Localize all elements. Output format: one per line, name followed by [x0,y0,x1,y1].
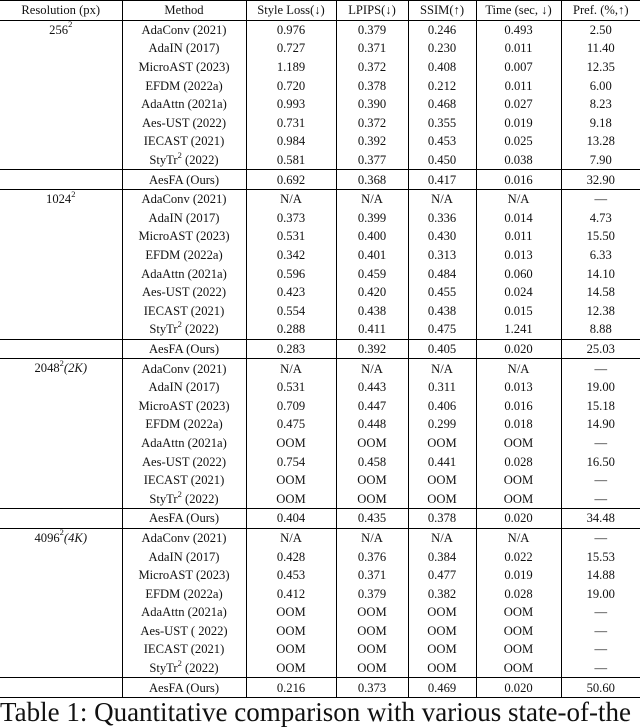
header-lpips: LPIPS(↓) [336,1,408,21]
method-name: Aes-UST (2022) [141,115,227,130]
method-cell [122,547,246,566]
method-cell [122,58,246,77]
method-name: EFDM (2022a) [145,586,223,601]
style-loss-cell: 1.189 [246,58,336,77]
method-cell [122,39,246,58]
pref-cell: — [594,623,608,638]
ssim-cell: OOM [408,471,476,490]
lpips-cell: 0.399 [336,209,408,228]
ssim-cell: OOM [408,622,476,641]
time-cell: 0.027 [476,95,561,114]
method-name: StyTr [149,322,178,337]
style-loss-cell: 0.720 [246,76,336,95]
resolution-cell [0,20,122,170]
pref-cell: 15.18 [586,398,615,413]
ours-row [0,678,640,698]
method-name: AdaIN (2017) [148,549,220,564]
method-name: Aes-UST (2022) [141,285,227,300]
lpips-cell: 0.372 [336,114,408,133]
time-cell: 0.016 [476,396,561,415]
ours-row [0,509,640,529]
style-loss-cell: 0.976 [246,20,336,39]
pref-cell: 4.73 [589,210,612,225]
method-cell [122,378,246,397]
header-method: Method [122,1,246,21]
resolution-cell [0,189,122,339]
pref-cell: — [594,192,608,207]
time-cell: 0.016 [476,170,561,190]
pref-cell: 12.38 [586,303,615,318]
header-resolution: Resolution (px) [0,1,122,21]
pref-cell: — [594,361,608,376]
method-name: StyTr [149,491,178,506]
ssim-cell: 0.311 [408,378,476,397]
method-cell [122,246,246,265]
time-cell: OOM [476,659,561,678]
lpips-cell: 0.376 [336,547,408,566]
style-loss-cell: OOM [246,640,336,659]
style-loss-cell: 0.727 [246,39,336,58]
ssim-cell: 0.355 [408,114,476,133]
ssim-cell: OOM [408,659,476,678]
style-loss-cell: 0.531 [246,227,336,246]
ssim-cell: N/A [408,359,476,378]
table-row [0,189,640,208]
pref-cell: 34.48 [561,509,640,529]
pref-cell: 50.60 [561,678,640,698]
method-name: IECAST (2021) [143,642,225,657]
pref-cell: — [594,435,608,450]
time-cell: OOM [476,603,561,622]
table-caption: Table 1: Quantitative comparison with various state-of-the [0,697,631,727]
ours-row [0,339,640,359]
ssim-cell: 0.230 [408,39,476,58]
pref-cell: — [594,530,608,545]
pref-cell: 13.28 [586,134,615,149]
time-cell: 0.013 [476,378,561,397]
table-row [0,359,640,378]
resolution-base: 1024 [46,191,72,206]
pref-cell: — [594,661,608,676]
ssim-cell: 0.417 [408,170,476,190]
style-loss-cell: 0.709 [246,396,336,415]
table-body [0,20,640,697]
lpips-cell: 0.400 [336,227,408,246]
pref-cell: 8.88 [589,322,612,337]
time-cell: 0.011 [476,76,561,95]
ssim-cell: 0.455 [408,283,476,302]
table-row [0,528,640,547]
method-name: EFDM (2022a) [145,78,223,93]
lpips-cell: 0.447 [336,396,408,415]
pref-cell: — [594,642,608,657]
ssim-cell: 0.382 [408,584,476,603]
ssim-cell: 0.336 [408,209,476,228]
style-loss-cell: 0.216 [246,678,336,698]
header-style-loss: Style Loss(↓) [246,1,336,21]
lpips-cell: OOM [336,471,408,490]
method-cell [122,528,246,547]
resolution-base: 2048 [34,361,60,376]
method-name: AdaConv (2021) [141,530,227,545]
method-exponent: 2 [177,657,182,668]
resolution-exponent: 2 [59,358,64,369]
style-loss-cell: 0.581 [246,151,336,170]
ssim-cell: N/A [408,528,476,547]
method-name: StyTr [149,661,178,676]
lpips-cell: 0.459 [336,264,408,283]
resolution-exponent: 2 [68,19,73,30]
lpips-cell: OOM [336,622,408,641]
pref-cell: 14.88 [586,568,615,583]
pref-cell: 14.58 [586,285,615,300]
style-loss-cell: 0.283 [246,339,336,359]
resolution-base: 4096 [34,530,60,545]
method-name: AdaIN (2017) [148,380,220,395]
method-cell [122,189,246,208]
style-loss-cell: OOM [246,471,336,490]
style-loss-cell: 0.475 [246,415,336,434]
method-exponent: 2 [177,319,182,330]
time-cell: OOM [476,640,561,659]
time-cell: 0.011 [476,39,561,58]
time-cell: 0.038 [476,151,561,170]
lpips-cell: OOM [336,603,408,622]
style-loss-cell: 0.692 [246,170,336,190]
time-cell: OOM [476,489,561,508]
method-name: IECAST (2021) [143,134,225,149]
resolution-suffix: (4K) [63,530,88,545]
pref-cell: — [594,491,608,506]
method-name: AdaConv (2021) [141,361,227,376]
style-loss-cell: 0.993 [246,95,336,114]
method-name: EFDM (2022a) [145,417,223,432]
lpips-cell: 0.379 [336,20,408,39]
style-loss-cell: 0.404 [246,509,336,529]
ssim-cell: 0.441 [408,452,476,471]
pref-cell: 14.10 [586,266,615,281]
ssim-cell: OOM [408,603,476,622]
table-row [0,20,640,39]
method-name: AdaAttn (2021a) [141,97,227,112]
method-exponent: 2 [177,488,182,499]
pref-cell: 6.33 [589,248,612,263]
method-cell [122,640,246,659]
pref-cell: 14.90 [586,417,615,432]
pref-cell: 7.90 [589,153,612,168]
ssim-cell: 0.212 [408,76,476,95]
header-ssim: SSIM(↑) [408,1,476,21]
pref-cell: 15.53 [586,549,615,564]
method-cell [122,415,246,434]
time-cell: OOM [476,471,561,490]
style-loss-cell: 0.453 [246,566,336,585]
ssim-cell: OOM [408,489,476,508]
lpips-cell: 0.438 [336,302,408,321]
style-loss-cell: 0.423 [246,283,336,302]
lpips-cell: OOM [336,659,408,678]
method-name: MicroAST (2023) [138,568,230,583]
pref-cell: 6.00 [589,78,612,93]
header-time: Time (sec, ↓) [476,1,561,21]
style-loss-cell: OOM [246,603,336,622]
lpips-cell: 0.378 [336,76,408,95]
method-cell [122,151,246,170]
method-year: (2022) [181,491,219,506]
lpips-cell: OOM [336,640,408,659]
pref-cell: 16.50 [586,454,615,469]
style-loss-cell: 0.554 [246,302,336,321]
resolution-exponent: 2 [71,188,76,199]
method-name: AdaIN (2017) [148,41,220,56]
pref-cell: 12.35 [586,60,615,75]
ssim-cell: 0.378 [408,509,476,529]
method-name: StyTr [149,153,178,168]
pref-cell: — [594,473,608,488]
lpips-cell: 0.372 [336,58,408,77]
method-name: AdaAttn (2021a) [141,605,227,620]
pref-cell: — [594,605,608,620]
method-cell [122,283,246,302]
resolution-suffix: (2K) [63,361,88,376]
time-cell: 0.020 [476,509,561,529]
method-name: MicroAST (2023) [138,60,230,75]
lpips-cell: N/A [336,359,408,378]
time-cell: 0.024 [476,283,561,302]
method-exponent: 2 [177,149,182,160]
method-cell-ours: AesFA (Ours) [122,509,246,529]
time-cell: 0.019 [476,114,561,133]
pref-cell: 11.40 [586,41,615,56]
lpips-cell: 0.371 [336,39,408,58]
time-cell: 1.241 [476,320,561,339]
ssim-cell: 0.406 [408,396,476,415]
style-loss-cell: N/A [246,359,336,378]
method-year: (2022) [181,322,219,337]
method-name: AdaAttn (2021a) [141,266,227,281]
lpips-cell: N/A [336,528,408,547]
method-cell [122,227,246,246]
lpips-cell: 0.411 [336,320,408,339]
method-cell [122,584,246,603]
method-name: AdaAttn (2021a) [141,435,227,450]
pref-cell: 15.50 [586,229,615,244]
pref-cell: 2.50 [589,22,612,37]
time-cell: 0.013 [476,246,561,265]
method-cell [122,489,246,508]
style-loss-cell: 0.754 [246,452,336,471]
style-loss-cell: N/A [246,528,336,547]
pref-cell: 19.00 [586,586,615,601]
method-name: MicroAST (2023) [138,398,230,413]
method-cell-ours: AesFA (Ours) [122,339,246,359]
time-cell: OOM [476,622,561,641]
method-cell-ours: AesFA (Ours) [122,170,246,190]
time-cell: N/A [476,528,561,547]
style-loss-cell: 0.342 [246,246,336,265]
lpips-cell: 0.373 [336,678,408,698]
ssim-cell: 0.408 [408,58,476,77]
lpips-cell: 0.390 [336,95,408,114]
ssim-cell: 0.299 [408,415,476,434]
method-name: IECAST (2021) [143,473,225,488]
time-cell: 0.060 [476,264,561,283]
style-loss-cell: 0.731 [246,114,336,133]
ssim-cell: 0.453 [408,132,476,151]
ssim-cell: 0.477 [408,566,476,585]
header-pref: Pref. (%,↑) [561,1,640,21]
time-cell: N/A [476,189,561,208]
ssim-cell: 0.469 [408,678,476,698]
resolution-cell [0,528,122,678]
method-cell [122,359,246,378]
resolution-cell-empty [0,170,122,190]
lpips-cell: 0.368 [336,170,408,190]
method-year: (2022) [181,153,219,168]
method-cell [122,76,246,95]
style-loss-cell: 0.288 [246,320,336,339]
lpips-cell: 0.371 [336,566,408,585]
resolution-exponent: 2 [59,527,64,538]
style-loss-cell: 0.428 [246,547,336,566]
style-loss-cell: OOM [246,434,336,453]
time-cell: 0.020 [476,339,561,359]
method-cell [122,114,246,133]
method-cell [122,95,246,114]
method-name: Aes-UST (2022) [141,454,227,469]
method-name: AdaConv (2021) [141,192,227,207]
method-name: IECAST (2021) [143,303,225,318]
pref-cell: 25.03 [561,339,640,359]
method-cell [122,209,246,228]
style-loss-cell: OOM [246,622,336,641]
lpips-cell: 0.443 [336,378,408,397]
method-name: AdaIN (2017) [148,210,220,225]
ssim-cell: 0.384 [408,547,476,566]
lpips-cell: 0.435 [336,509,408,529]
method-name: EFDM (2022a) [145,248,223,263]
method-cell-ours: AesFA (Ours) [122,678,246,698]
ssim-cell: OOM [408,434,476,453]
method-cell [122,603,246,622]
lpips-cell: 0.448 [336,415,408,434]
method-cell [122,132,246,151]
time-cell: 0.028 [476,584,561,603]
ours-row [0,170,640,190]
time-cell: 0.022 [476,547,561,566]
resolution-cell-empty [0,509,122,529]
style-loss-cell: 0.412 [246,584,336,603]
resolution-cell [0,359,122,509]
lpips-cell: 0.392 [336,132,408,151]
time-cell: 0.011 [476,227,561,246]
method-cell [122,434,246,453]
time-cell: 0.007 [476,58,561,77]
pref-cell: 9.18 [589,115,612,130]
style-loss-cell: OOM [246,659,336,678]
time-cell: 0.028 [476,452,561,471]
style-loss-cell: 0.596 [246,264,336,283]
pref-cell: 19.00 [586,380,615,395]
time-cell: 0.015 [476,302,561,321]
lpips-cell: 0.401 [336,246,408,265]
method-cell [122,659,246,678]
lpips-cell: OOM [336,489,408,508]
method-cell [122,622,246,641]
lpips-cell: OOM [336,434,408,453]
ssim-cell: 0.246 [408,20,476,39]
time-cell: 0.025 [476,132,561,151]
method-cell [122,452,246,471]
style-loss-cell: OOM [246,489,336,508]
ssim-cell: 0.313 [408,246,476,265]
method-cell [122,264,246,283]
lpips-cell: N/A [336,189,408,208]
method-year: (2022) [181,661,219,676]
time-cell: 0.493 [476,20,561,39]
method-cell [122,20,246,39]
lpips-cell: 0.392 [336,339,408,359]
ssim-cell: N/A [408,189,476,208]
method-name: AdaConv (2021) [141,22,227,37]
ssim-cell: 0.405 [408,339,476,359]
method-name: MicroAST (2023) [138,229,230,244]
ssim-cell: 0.438 [408,302,476,321]
method-cell [122,566,246,585]
method-cell [122,302,246,321]
time-cell: 0.020 [476,678,561,698]
style-loss-cell: N/A [246,189,336,208]
resolution-cell-empty [0,339,122,359]
method-cell [122,320,246,339]
ssim-cell: 0.468 [408,95,476,114]
ssim-cell: 0.450 [408,151,476,170]
lpips-cell: 0.420 [336,283,408,302]
style-loss-cell: 0.984 [246,132,336,151]
time-cell: 0.014 [476,209,561,228]
resolution-cell-empty [0,678,122,698]
lpips-cell: 0.379 [336,584,408,603]
style-loss-cell: 0.531 [246,378,336,397]
ssim-cell: 0.475 [408,320,476,339]
ssim-cell: 0.430 [408,227,476,246]
header-row [0,1,640,21]
pref-cell: 8.23 [589,97,612,112]
style-loss-cell: 0.373 [246,209,336,228]
time-cell: N/A [476,359,561,378]
ssim-cell: OOM [408,640,476,659]
method-name: Aes-UST ( 2022) [140,623,228,638]
resolution-base: 256 [49,22,69,37]
time-cell: 0.019 [476,566,561,585]
ssim-cell: 0.484 [408,264,476,283]
lpips-cell: 0.458 [336,452,408,471]
pref-cell: 32.90 [561,170,640,190]
method-cell [122,396,246,415]
time-cell: OOM [476,434,561,453]
lpips-cell: 0.377 [336,151,408,170]
time-cell: 0.018 [476,415,561,434]
method-cell [122,471,246,490]
